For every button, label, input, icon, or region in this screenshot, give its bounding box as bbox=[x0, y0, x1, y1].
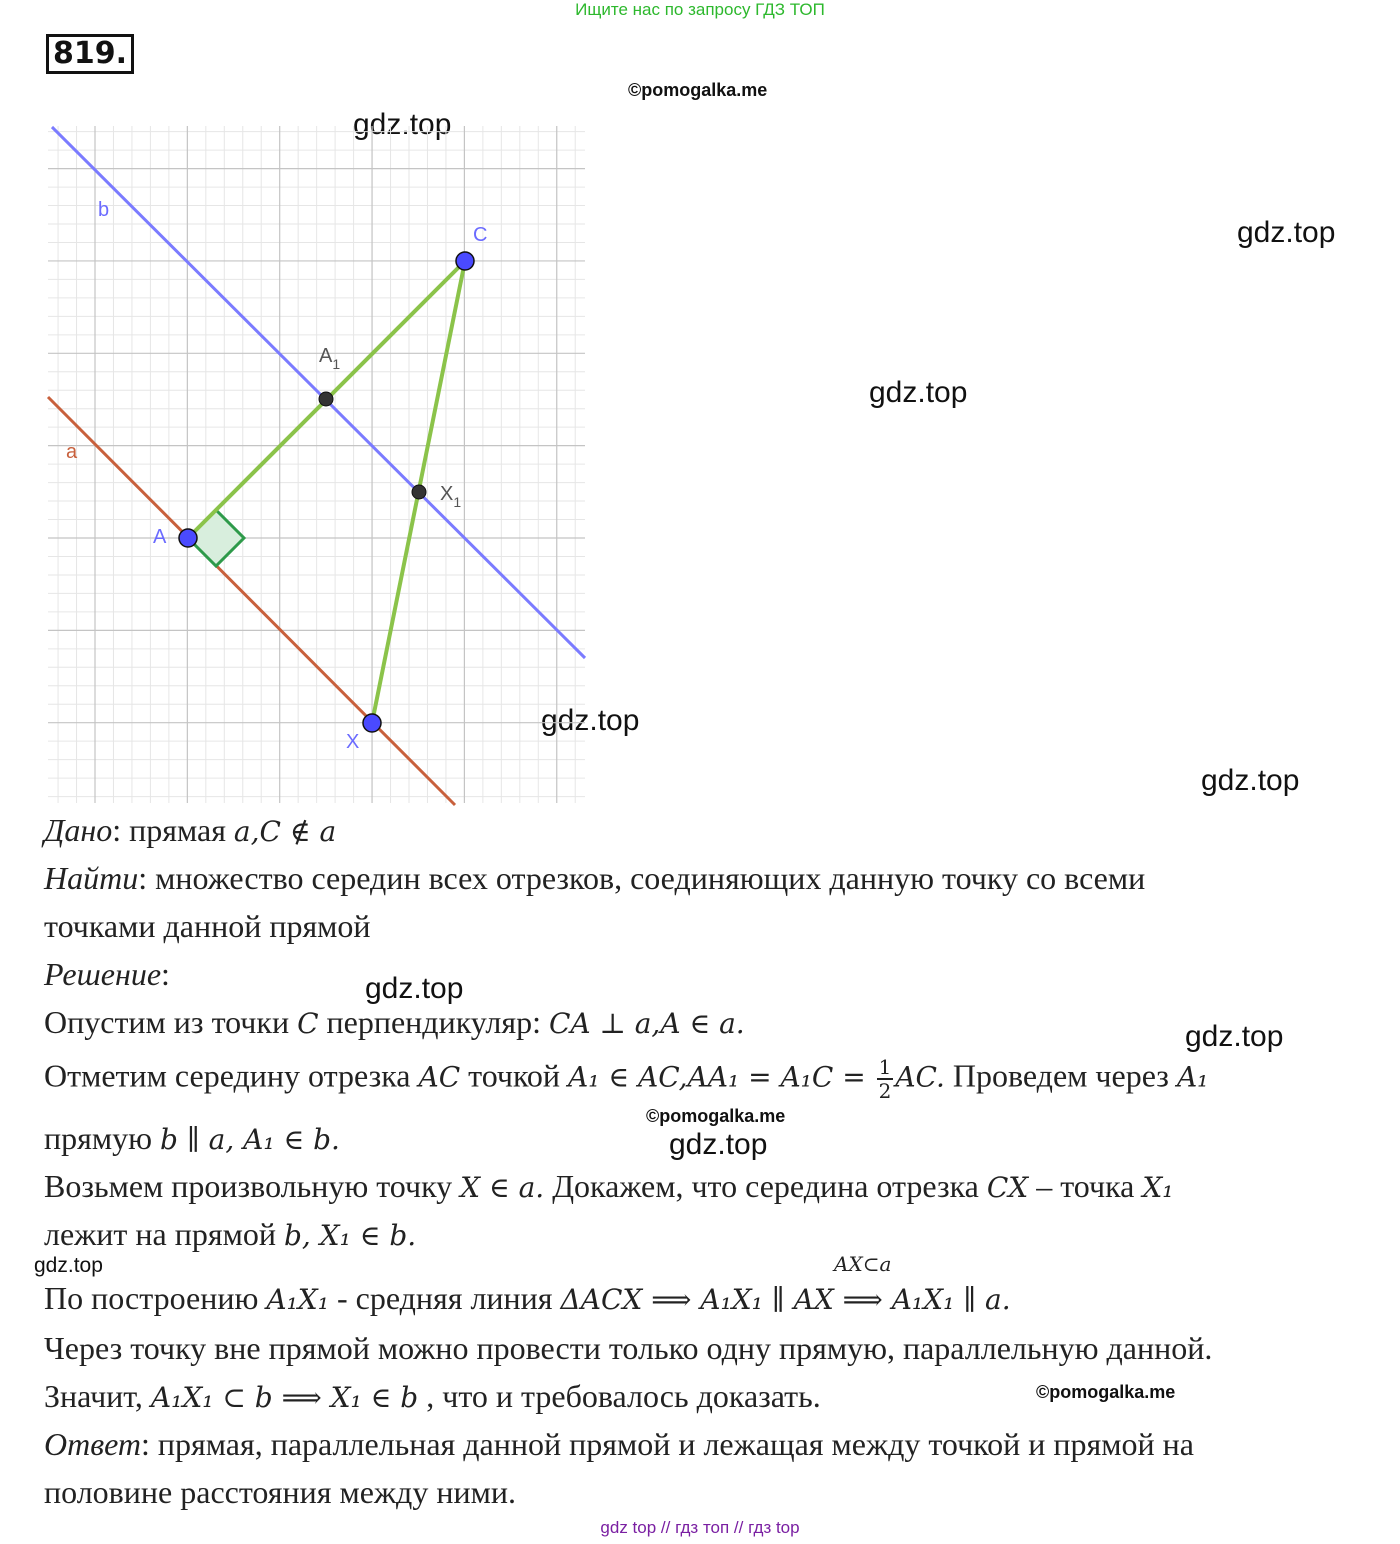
solution-step-2: Отметим середину отрезка AC точкой A₁ ∈ AC,AA₁ = A₁C = $\frac{1}{2}$ AC. Проведем через A₁ bbox=[44, 1055, 1209, 1103]
solution-step-1: Опустим из точки C перпендикуляр: CA ⊥ a,A ∈ a. bbox=[44, 1004, 745, 1040]
solution-heading: Решение: bbox=[44, 956, 170, 992]
implication-arrow: AX⊂a ⟹ bbox=[834, 1252, 892, 1316]
watermark: gdz.top bbox=[1185, 1020, 1284, 1053]
label-x: X bbox=[346, 731, 360, 753]
find-line-2: точками данной прямой bbox=[44, 908, 371, 944]
answer-line-2: половине расстояния между ними. bbox=[44, 1474, 516, 1510]
line-a bbox=[48, 397, 455, 805]
label-b: b bbox=[98, 199, 110, 221]
solution-step-4: Возьмем произвольную точку X ∈ a. Докажем, что середина отрезка CX – точка X₁ bbox=[44, 1168, 1174, 1204]
watermark: gdz.top bbox=[34, 1254, 103, 1277]
watermark: gdz.top bbox=[1237, 216, 1336, 249]
given-line: Дано: прямая a,C ∉ a bbox=[44, 812, 337, 848]
answer-line-1: Ответ: прямая, параллельная данной прямой и лежащая между точкой и прямой на bbox=[44, 1426, 1194, 1462]
label-x1: $X_1$ bbox=[440, 483, 462, 510]
watermark: gdz.top bbox=[669, 1128, 768, 1161]
footer-links[interactable]: gdz top // гдз топ // гдз top bbox=[600, 1518, 800, 1537]
label-a: a bbox=[66, 441, 78, 463]
problem-number: 819. bbox=[46, 34, 134, 74]
find-line-1: Найти: множество середин всех отрезков, соединяющих данную точку со всеми bbox=[44, 860, 1146, 896]
label-c: C bbox=[473, 224, 488, 246]
fraction-half: $\frac{1}{2}$ bbox=[878, 1055, 892, 1103]
copyright-mark: ©pomogalka.me bbox=[1036, 1382, 1176, 1402]
label-a1: $A_1$ bbox=[319, 345, 341, 372]
watermark: gdz.top bbox=[353, 108, 452, 141]
geometry-figure bbox=[0, 0, 600, 810]
point-x1[interactable] bbox=[412, 485, 426, 499]
top-banner[interactable]: Ищите нас по запросу ГДЗ ТОП bbox=[575, 0, 825, 19]
solution-step-3: прямую b ∥ a, A₁ ∈ b. bbox=[44, 1120, 340, 1156]
watermark: gdz.top bbox=[365, 972, 464, 1005]
label-a-point: A bbox=[153, 526, 167, 548]
point-x[interactable] bbox=[363, 714, 381, 732]
solution-step-6: По построению A₁X₁ - средняя линия ΔACX ⟹ A₁X₁ ∥ AX AX⊂a ⟹ A₁X₁ ∥ a. bbox=[44, 1252, 1011, 1316]
grid bbox=[48, 126, 585, 803]
copyright-mark: ©pomogalka.me bbox=[646, 1106, 786, 1126]
point-c[interactable] bbox=[456, 252, 474, 270]
watermark: gdz.top bbox=[1201, 764, 1300, 797]
watermark: gdz.top bbox=[869, 376, 968, 409]
watermark: gdz.top bbox=[541, 704, 640, 737]
point-a[interactable] bbox=[179, 529, 197, 547]
point-a1[interactable] bbox=[319, 392, 333, 406]
copyright-mark: ©pomogalka.me bbox=[628, 80, 768, 100]
solution-step-8: Значит, A₁X₁ ⊂ b ⟹ X₁ ∈ b , что и требовалось доказать. bbox=[44, 1378, 821, 1414]
solution-step-7: Через точку вне прямой можно провести только одну прямую, параллельную данной. bbox=[44, 1330, 1213, 1366]
solution-step-5: лежит на прямой b, X₁ ∈ b. bbox=[44, 1216, 417, 1252]
